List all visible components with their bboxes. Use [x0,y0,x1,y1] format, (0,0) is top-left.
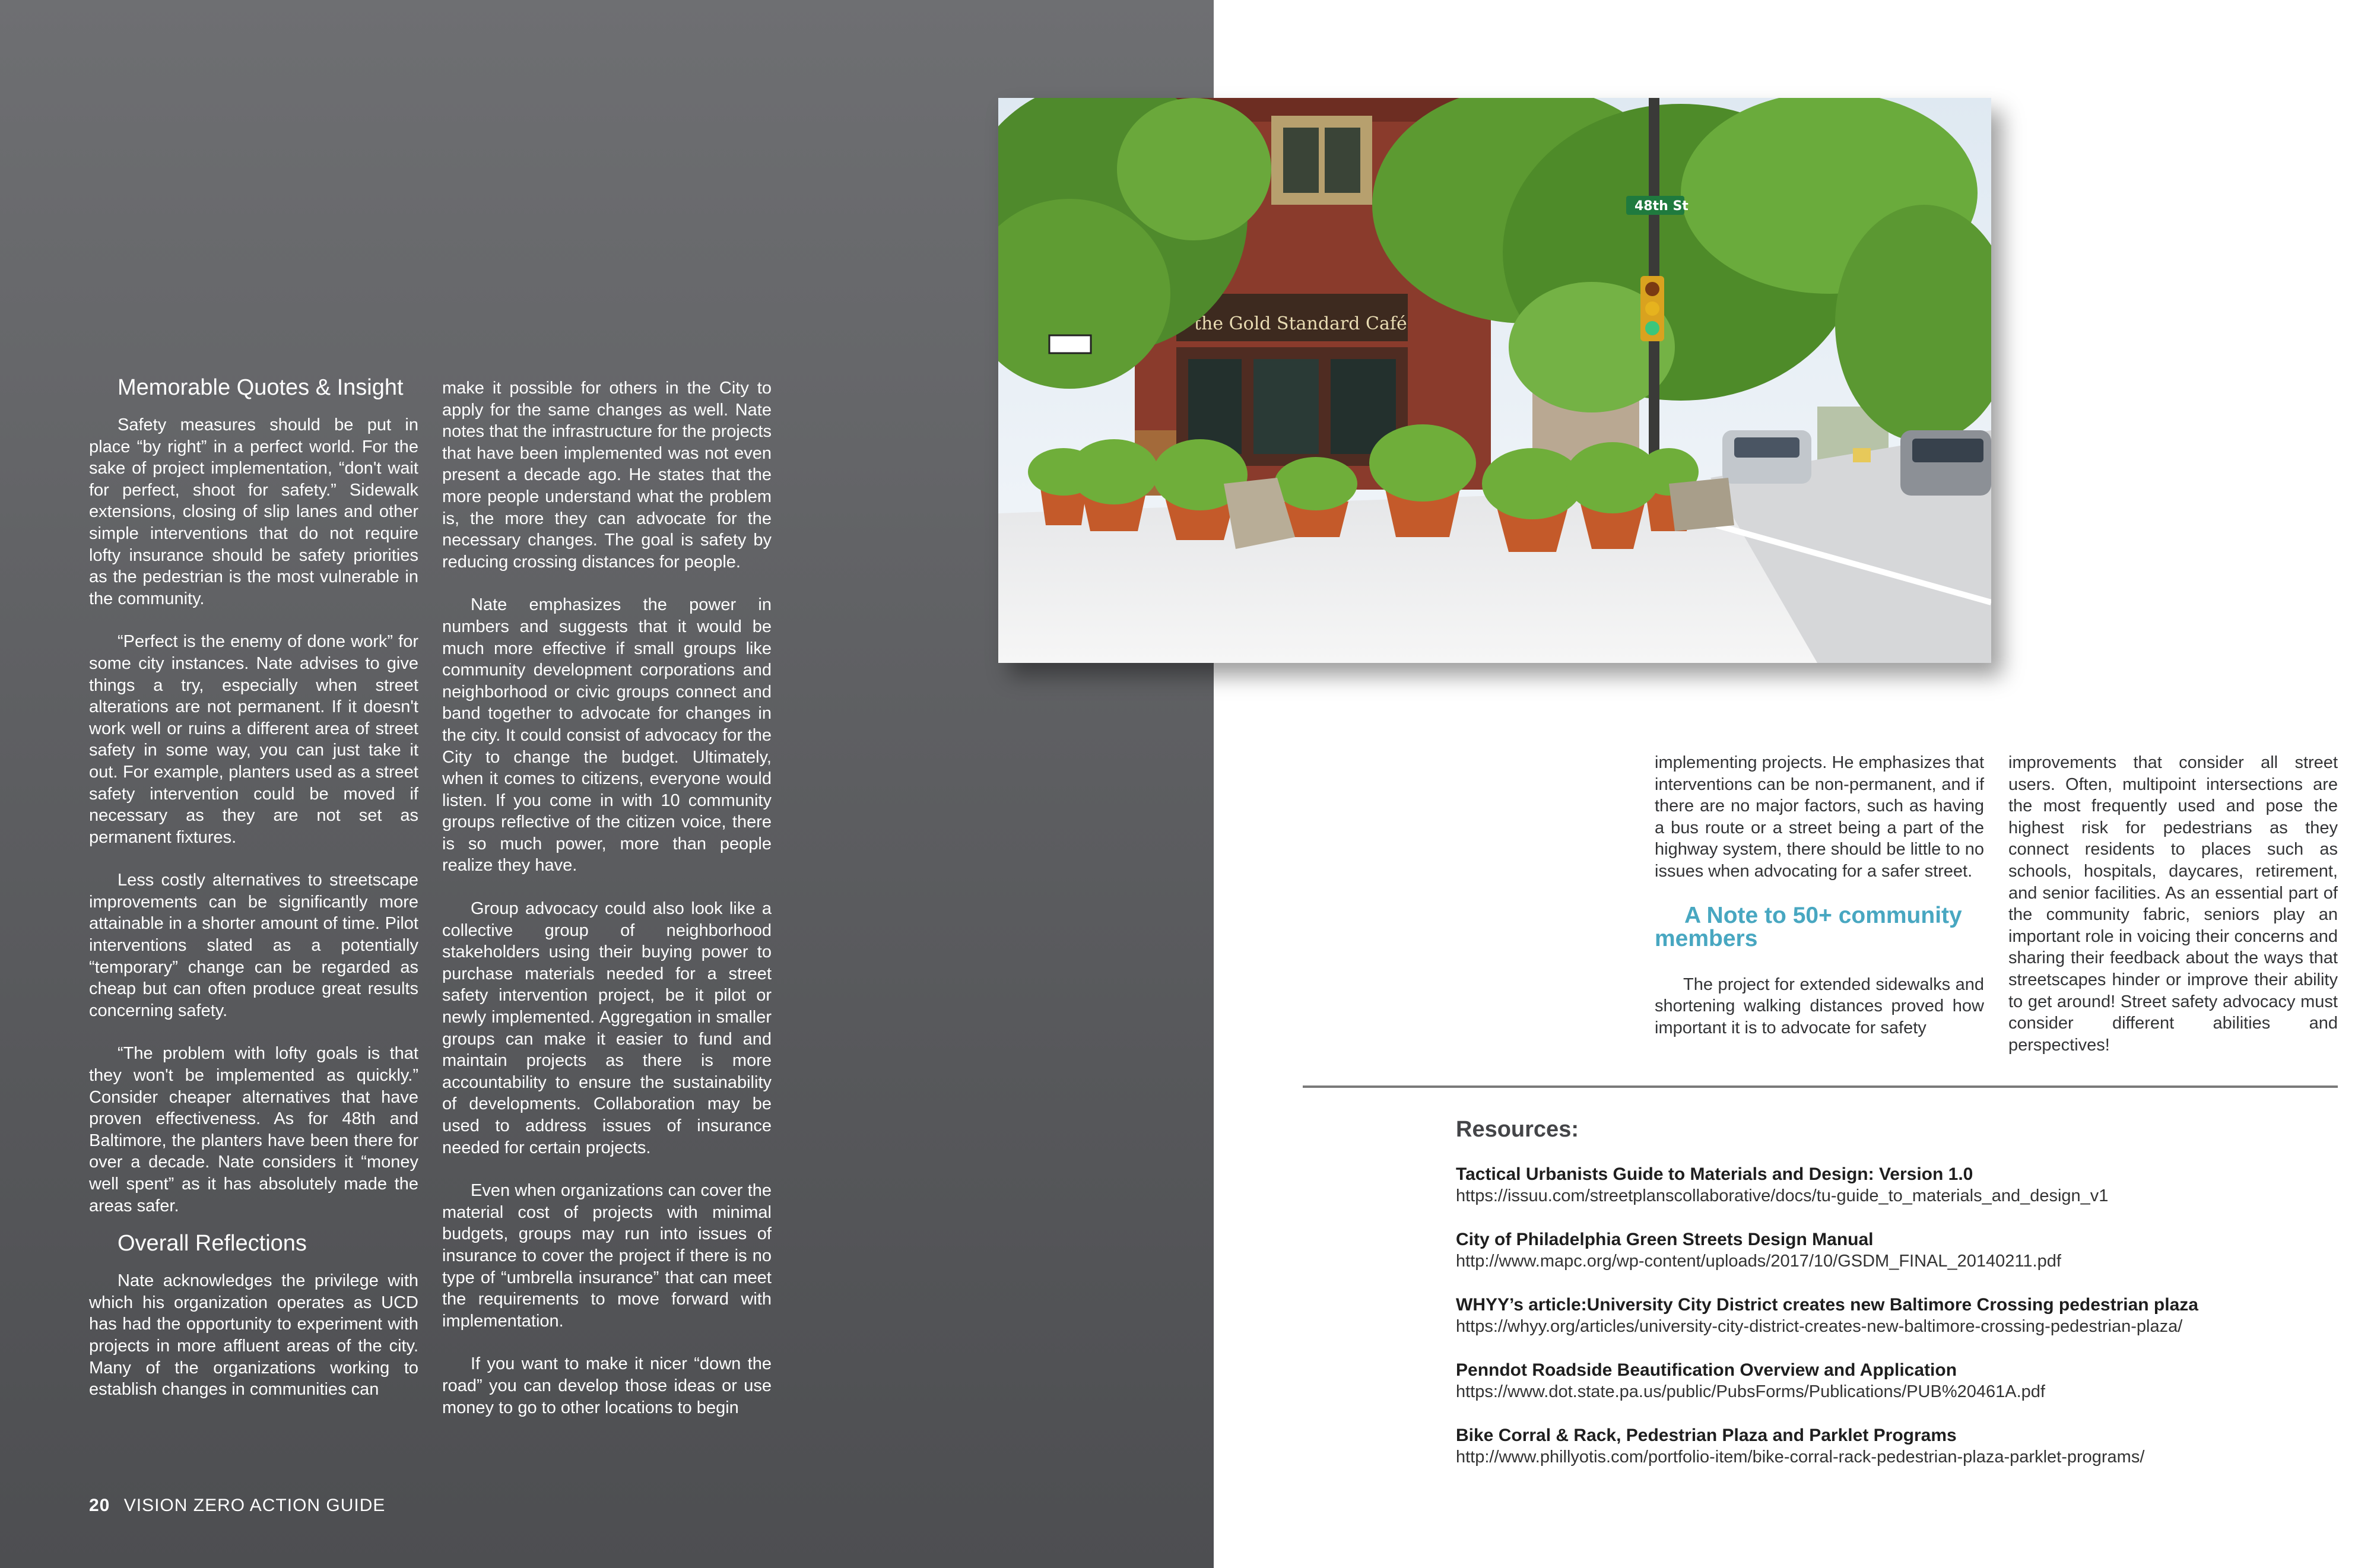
paragraph: Nate emphasizes the power in numbers and suggests that it would be much more effective if small groups like community development corporations and neighborhood or civic groups connect and band together to advocate for changes in the city. It could consist of advocacy for the City to change the budget. Ultimately, when it comes to citizens, everyone would listen. If you come in with 10 community groups reflective of the citizen voice, there is so much power, more than people realize they have. [442,595,772,875]
paragraph: Nate acknowledges the privilege with which his organization operates as UCD has had the opportunity to experiment with projects in more affluent areas of the city. Many of the organizations working to establish changes in communities can [89,1271,418,1399]
paragraph: If you want to make it nicer “down the road” you can develop those ideas or use money to go to other locations to begin [442,1354,772,1417]
resource-title: City of Philadelphia Green Streets Design Manual [1456,1230,1874,1249]
resource-title: Bike Corral & Rack, Pedestrian Plaza and Parklet Programs [1456,1426,1957,1445]
heading-note-50plus: A Note to 50+ community members [1655,902,1962,951]
resources-section [1456,1116,2334,1490]
paragraph: make it possible for others in the City to apply for the same changes as well. Nate notes that the infrastructure for the projects that have been implemented was not even present a decade ago. He states that the more people understand what the problem is, the more they can advocate for the necessary changes. The goal is safety by reducing crossing distances for people. [442,379,772,572]
street-sign-text: 48th St [1634,199,1689,214]
paragraph: Safety measures should be put in place “by right” in a perfect world. For the sake of project implementation, “don't wait for perfect, shoot for safety.” Sidewalk extensions, closing of slip lanes and other simple interventions that do not require lofty insurance should be safety priorities as the pedestrian is the most vulnerable in the community. [89,415,418,608]
resource-link[interactable]: https://www.dot.state.pa.us/public/PubsForms/Publications/PUB%20461A.pdf [1456,1382,2045,1401]
paragraph: Group advocacy could also look like a collective group of neighborhood stakeholders using their buying power to purchase materials needed for a street safety intervention project, be it pilot or newly implemented. Aggregation in smaller groups can make it easier to fund and maintain projects as there is more accountability to ensure the sustainability of developments. Collaboration may be used to address issues of insurance needed for certain projects. [442,899,772,1157]
resource-title: Tactical Urbanists Guide to Materials and Design: Version 1.0 [1456,1164,1973,1184]
right-column-2 [2008,752,2338,1077]
paragraph: Even when organizations can cover the material cost of projects with minimal budgets, groups may run into issues of insurance to cover the project if there is no type of “umbrella insurance” that can meet the requirements to move forward with implementation. [442,1181,772,1331]
photo-illustration [998,98,1991,663]
heading-overall-reflections: Overall Reflections [118,1231,307,1256]
paragraph: improvements that consider all street users. Often, multipoint intersections are the most frequently used and pose the highest risk for pedestrians as they connect residents to places such as schools, hospitals, daycares, retirement, and senior facilities. As an essential part of the community fabric, seniors play an important role in voicing their concerns and sharing their feedback about the ways that streetscapes hinder or improve their ability to get around! Street safety advocacy must consider different abilities and perspectives! [2008,753,2338,1055]
cafe-sign-text: the Gold Standard Café [1194,313,1407,334]
left-column-1 [89,374,418,1422]
page-number: 20 [89,1496,110,1515]
paragraph: implementing projects. He emphasizes that interventions can be non-permanent, and if there are no major factors, such as having a bus route or a street being a part of the highway system, there should be little to no issues when advocating for a safer street. [1655,753,1984,881]
paragraph: “The problem with lofty goals is that they won't be implemented as quickly.” Consider cheaper alternatives that have proven effectiveness. As for 48th and Baltimore, the planters have been there for over a decade. Nate considers it “money well spent” as it has absolutely made the areas safer. [89,1044,418,1215]
right-column-1 [1655,752,1984,1060]
resource-link[interactable]: http://www.phillyotis.com/portfolio-item/bike-corral-rack-pedestrian-plaza-parklet-programs/ [1456,1448,2145,1467]
resource-title: WHYY’s article:University City District creates new Baltimore Crossing pedestrian plaza [1456,1295,2198,1315]
resource-title: Penndot Roadside Beautification Overview and Application [1456,1360,1957,1380]
resource-item [1456,1424,2334,1468]
resource-link[interactable]: https://whyy.org/articles/university-city-district-creates-new-baltimore-crossing-pedestrian-plaza/ [1456,1317,2183,1336]
paragraph: The project for extended sidewalks and shortening walking distances proved how important it is to advocate for safety [1655,975,1984,1037]
heading-memorable-quotes: Memorable Quotes & Insight [118,375,404,400]
resource-item [1456,1163,2334,1207]
resource-item [1456,1229,2334,1272]
resource-item [1456,1294,2334,1338]
page-footer-left [89,1496,385,1516]
street-intersection-photo [998,98,1991,663]
resource-item [1456,1359,2334,1403]
resources-heading: Resources: [1456,1117,1579,1142]
footer-title: VISION ZERO ACTION GUIDE [123,1496,386,1515]
resource-link[interactable]: https://issuu.com/streetplanscollaborative/docs/tu-guide_to_materials_and_design_v1 [1456,1186,2109,1205]
section-divider [1303,1085,2338,1088]
resource-link[interactable]: http://www.mapc.org/wp-content/uploads/2017/10/GSDM_FINAL_20140211.pdf [1456,1252,2061,1271]
left-column-2 [442,377,772,1440]
paragraph: Less costly alternatives to streetscape improvements can be significantly more attainable in a shorter amount of time. Pilot interventions slated as a potentially “temporary” change can be regarded as cheap but can often produce great results concerning safety. [89,871,418,1020]
paragraph: “Perfect is the enemy of done work” for some city instances. Nate advises to give things a try, especially when street alterations are not permanent. If it doesn't work well or ruins a different area of street safety in some way, you can just take it out. For example, planters used as a street safety intervention could be moved if necessary as they are not set as permanent fixtures. [89,632,418,847]
